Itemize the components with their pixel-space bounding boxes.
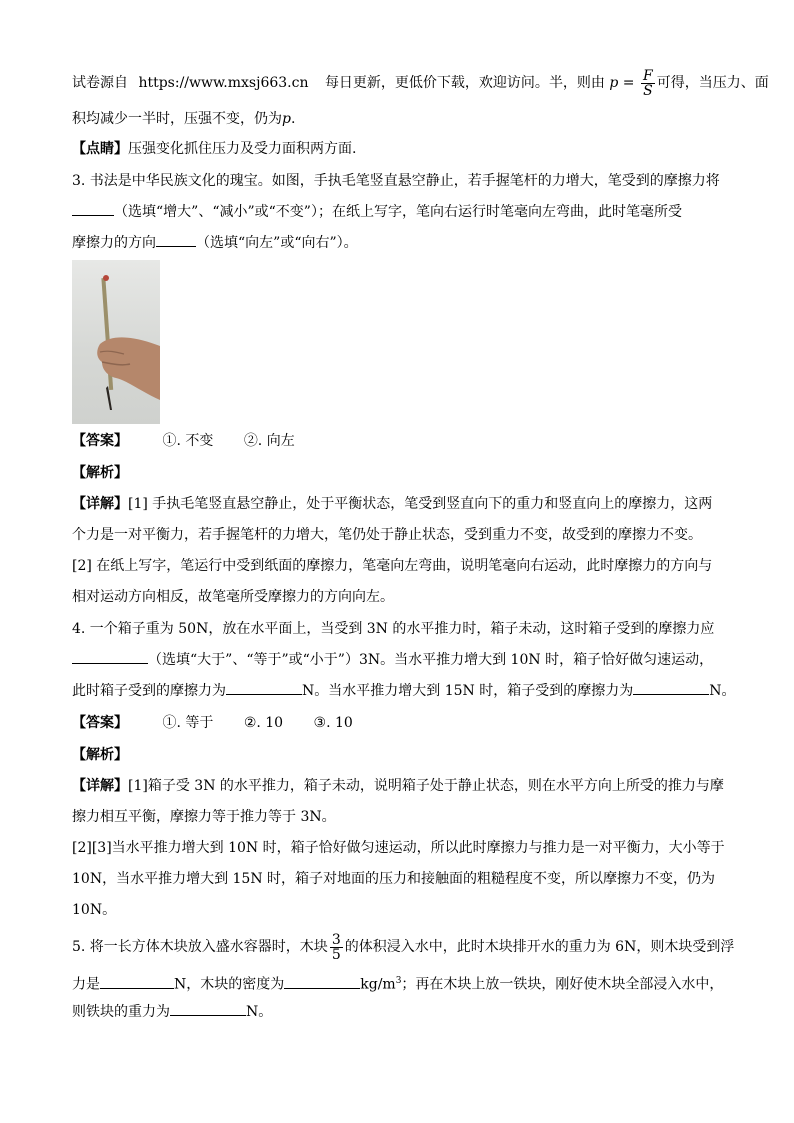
- q5-frac-denominator: 5: [331, 946, 341, 963]
- q3-line3-before: 摩擦力的方向: [72, 235, 156, 251]
- q3-detail-tag: 【详解】: [72, 496, 128, 512]
- p1-line2-text: 积均减少一半时，压强不变，仍为: [72, 111, 282, 127]
- dianjing-text: 压强变化抓住压力及受力面积两方面.: [128, 141, 357, 157]
- q3-blank-1[interactable]: [72, 201, 114, 216]
- q3-analysis-tag: 【解析】: [72, 465, 128, 481]
- q3-answer-2: ②. 向左: [243, 433, 295, 449]
- formula-lhs: p: [609, 75, 619, 91]
- q4-detail-2: 擦力相互平衡，摩擦力等于推力等于 3N。: [72, 809, 336, 825]
- q5-line3: [72, 1001, 722, 1023]
- q5-blank-2[interactable]: [284, 974, 360, 989]
- q5-fraction: [330, 933, 343, 962]
- q5-line2-after: ；再在木块上放一铁块，刚好使木块全部浸入水中，: [401, 976, 724, 993]
- q4-answer-1: ①. 等于: [162, 715, 214, 731]
- q4-line3-end: N。: [709, 683, 736, 699]
- formula-denominator: S: [643, 82, 653, 99]
- brush-hand-illustration: [72, 260, 160, 424]
- q3-detail-1: [72, 493, 722, 515]
- q3-line3-after: （选填“向左”或“向右”）。: [196, 235, 358, 251]
- q4-blank-1[interactable]: [72, 649, 148, 664]
- q5-blank-3[interactable]: [170, 1001, 246, 1016]
- q4-blank-2[interactable]: [226, 680, 302, 695]
- q5-line2-before: 力是: [72, 976, 100, 993]
- q3-line1: 3. 书法是中华民族文化的瑰宝。如图，手执毛笔竖直悬空静止，若手握笔杆的力增大，笔受到的摩擦力将: [72, 173, 720, 189]
- q3-answer-tag: 【答案】: [72, 433, 128, 449]
- formula-eq: =: [618, 75, 639, 91]
- q5-line1: [72, 931, 735, 963]
- q4-answer-tag: 【答案】: [72, 715, 128, 731]
- dianjing-tag: 【点睛】: [72, 141, 128, 157]
- q3-line2: [72, 201, 722, 223]
- q5-blank-1[interactable]: [100, 974, 174, 989]
- q4-detail-3: [2][3]当水平推力增大到 10N 时，箱子恰好做匀速运动，所以此时摩擦力与推力是一对平衡力，大小等于: [72, 840, 725, 856]
- header-notice: 每日更新，更低价下载，欢迎访问。: [324, 75, 549, 91]
- q5-line3-after: N。: [246, 1004, 273, 1020]
- q3-detail-3: [2] 在纸上写字，笔运行中受到纸面的摩擦力，笔毫向左弯曲，说明笔毫向右运动，此时摩擦力的方向与: [72, 558, 713, 574]
- q4-detail-tag: 【详解】: [72, 778, 128, 794]
- q4-detail-5: 10N。: [72, 902, 117, 918]
- p1-text-b: 可得，当压力、面: [656, 75, 769, 91]
- q4-line3-before: 此时箱子受到的摩擦力为: [72, 683, 226, 699]
- q4-line1: 4. 一个箱子重为 50N，放在水平面上，当受到 3N 的水平推力时，箱子未动，这时箱子受到的摩擦力应: [72, 621, 715, 637]
- p1-var: p: [282, 111, 291, 127]
- p1-line2: [72, 108, 722, 130]
- q4-blank-3[interactable]: [633, 680, 709, 695]
- q3-detail-2: 个力是一对平衡力，若手握笔杆的力增大，笔仍处于静止状态，受到重力不变，故受到的摩擦力不变。: [72, 527, 702, 543]
- p1-end: .: [290, 111, 296, 127]
- source-url[interactable]: https://www.mxsj663.cn: [138, 75, 309, 91]
- q3-blank-2[interactable]: [156, 232, 196, 247]
- header-line: [72, 67, 769, 99]
- formula-fraction: [641, 69, 655, 98]
- p1-text-a: 半，则由: [548, 75, 605, 91]
- q5-line1-before: 5. 将一长方体木块放入盛水容器时，木块: [72, 939, 328, 955]
- q4-answer-2: ②. 10: [243, 715, 284, 731]
- q4-detail-text-1: [1]箱子受 3N 的水平推力，箱子未动，说明箱子处于静止状态，则在水平方向上所受的推力与摩: [128, 778, 724, 794]
- q3-detail-text-1: [1] 手执毛笔竖直悬空静止，处于平衡状态，笔受到竖直向下的重力和竖直向上的摩擦力，这两: [128, 496, 713, 512]
- q3-line3: [72, 232, 722, 254]
- q4-detail-4: 10N，当水平推力增大到 15N 时，箱子对地面的压力和接触面的粗糙程度不变，所以摩擦力不变，仍为: [72, 871, 716, 887]
- q5-unit: kg/m: [360, 976, 396, 993]
- q5-line3-before: 则铁块的重力为: [72, 1004, 170, 1020]
- q5-frac-numerator: 3: [331, 931, 341, 948]
- q4-analysis-tag: 【解析】: [72, 747, 128, 763]
- q3-answer-1: ①. 不变: [162, 433, 214, 449]
- q5-line2-mid: N，木块的密度为: [174, 976, 285, 993]
- formula-numerator: F: [643, 67, 653, 84]
- q5-line2: [72, 970, 722, 996]
- q4-line3: [72, 680, 736, 702]
- q4-line2-text: （选填“大于”、“等于”或“小于”）3N。当水平推力增大到 10N 时，箱子恰好做匀速运动，: [148, 652, 714, 668]
- brush-photo: [72, 260, 160, 424]
- q3-answer-line: [72, 430, 722, 452]
- q4-line3-mid: N。当水平推力增大到 15N 时，箱子受到的摩擦力为: [302, 683, 634, 699]
- q3-line2-text: （选填“增大”、“减小”或“不变”）；在纸上写字，笔向右运行时笔毫向左弯曲，此时笔毫所受: [114, 204, 682, 220]
- q5-line1-after: 的体积浸入水中，此时木块排开水的重力为 6N，则木块受到浮: [344, 939, 735, 955]
- q4-answer-3: ③. 10: [313, 715, 353, 731]
- q4-answer-line: [72, 712, 722, 734]
- dianjing-line: [72, 138, 722, 160]
- q4-detail-1: [72, 775, 722, 797]
- q3-detail-4: 相对运动方向相反，故笔毫所受摩擦力的方向向左。: [72, 589, 394, 605]
- source-prefix: 试卷源自: [72, 75, 128, 91]
- q4-line2: [72, 649, 722, 671]
- q5-unit-sup: 3: [395, 976, 402, 986]
